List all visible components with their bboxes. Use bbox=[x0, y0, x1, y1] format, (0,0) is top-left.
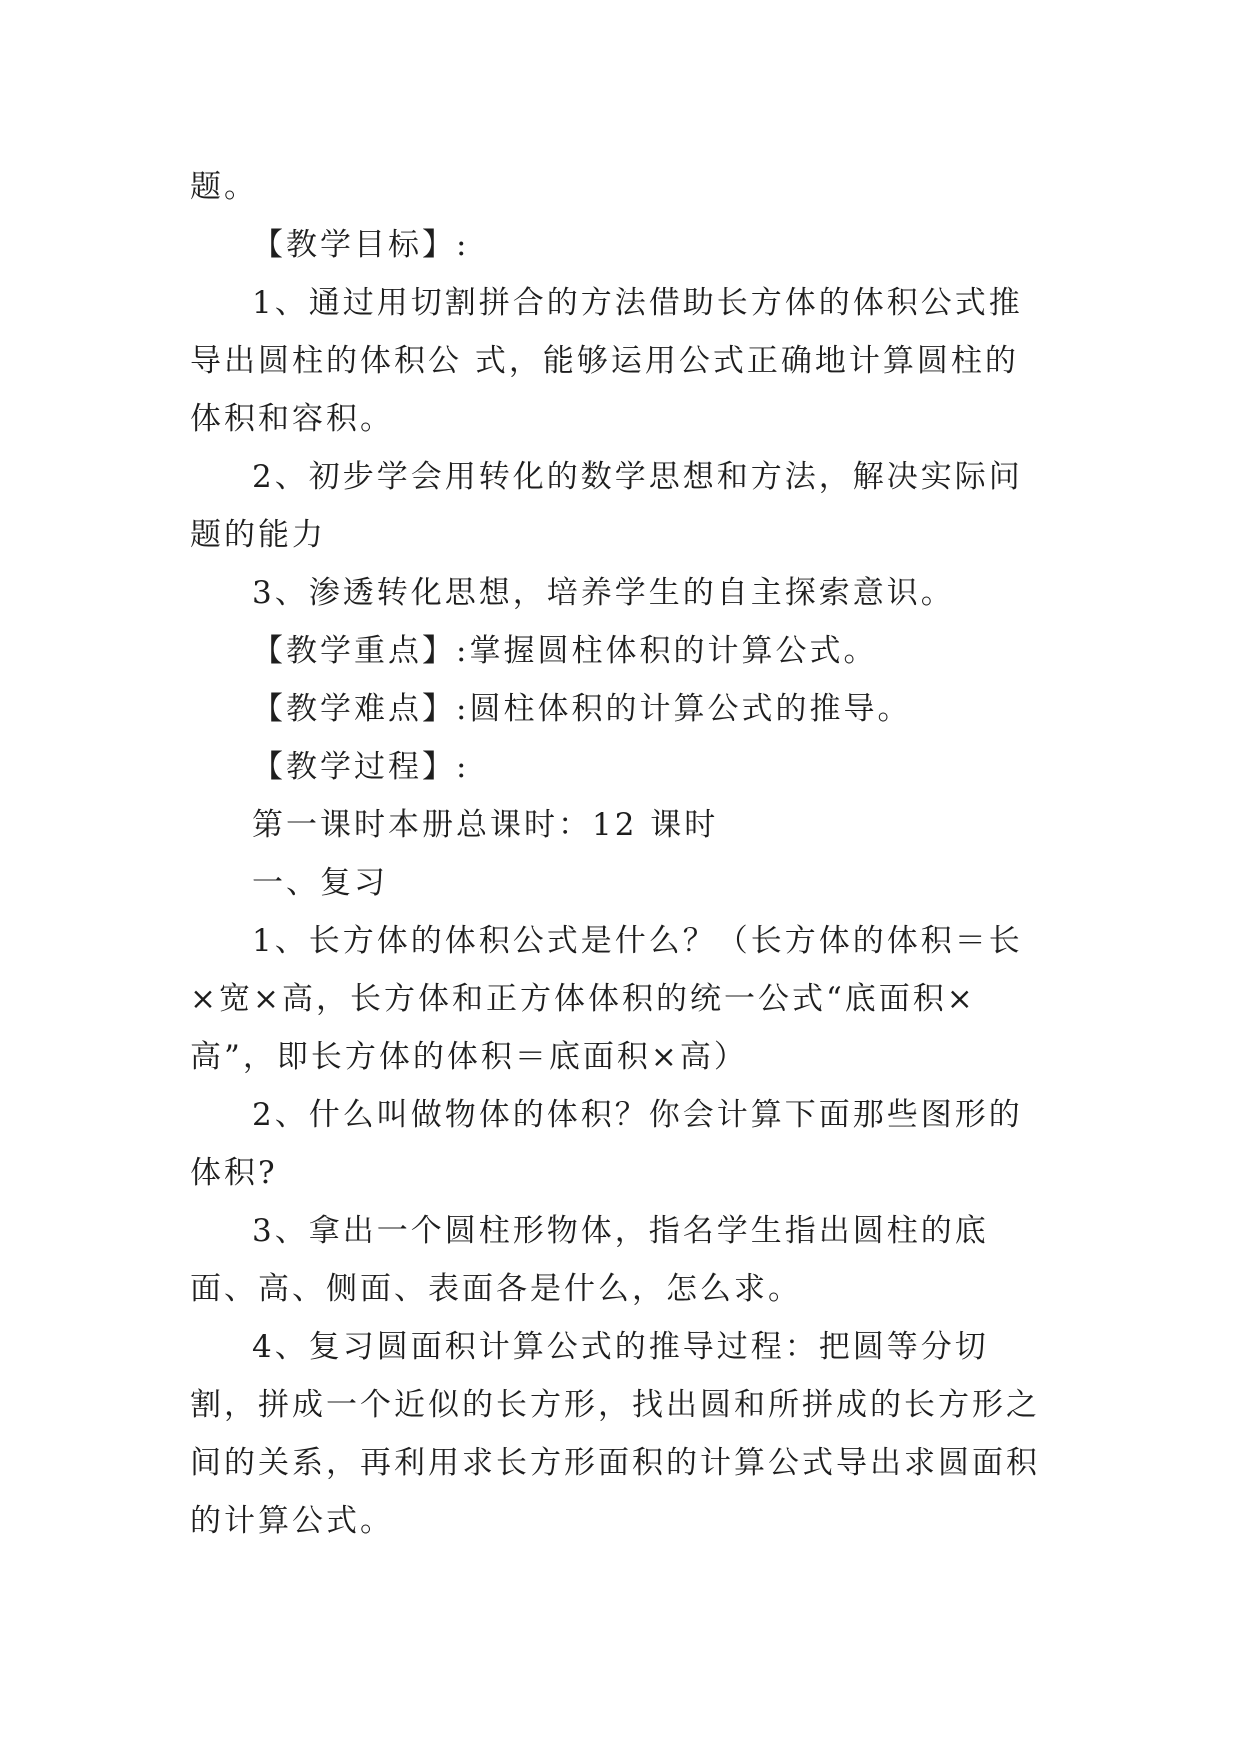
paragraph: 1、长方体的体积公式是什么？（长方体的体积＝长×宽×高，长方体和正方体体积的统一公式“底面积×高”，即长方体的体积＝底面积×高） bbox=[190, 923, 1023, 1075]
section-heading-review: 一、复习 bbox=[252, 865, 388, 901]
paragraph: 1、通过用切割拼合的方法借助长方体的体积公式推导出圆柱的体积公 式，能够运用公式正确地计算圆柱的体积和容积。 bbox=[190, 285, 1023, 437]
paragraph: 3、拿出一个圆柱形物体，指名学生指出圆柱的底面、高、侧面、表面各是什么，怎么求。 bbox=[190, 1213, 989, 1307]
paragraph: 题。 bbox=[190, 169, 258, 205]
paragraph: 2、初步学会用转化的数学思想和方法，解决实际问题的能力 bbox=[190, 459, 1023, 553]
section-heading-process: 【教学过程】: bbox=[252, 749, 470, 785]
paragraph: 3、渗透转化思想，培养学生的自主探索意识。 bbox=[252, 575, 955, 611]
section-heading-objectives: 【教学目标】: bbox=[252, 227, 470, 263]
document-page bbox=[190, 158, 1050, 1550]
section-heading-difficulties: 【教学难点】:圆柱体积的计算公式的推导。 bbox=[252, 691, 912, 727]
paragraph: 4、复习圆面积计算公式的推导过程：把圆等分切割，拼成一个近似的长方形，找出圆和所拼成的长方形之间的关系，再利用求长方形面积的计算公式导出求圆面积的计算公式。 bbox=[190, 1329, 1040, 1539]
lesson-info: 第一课时本册总课时：12 课时 bbox=[252, 807, 719, 843]
paragraph: 2、什么叫做物体的体积？你会计算下面那些图形的体积? bbox=[190, 1097, 1023, 1191]
section-heading-key-points: 【教学重点】:掌握圆柱体积的计算公式。 bbox=[252, 633, 878, 669]
